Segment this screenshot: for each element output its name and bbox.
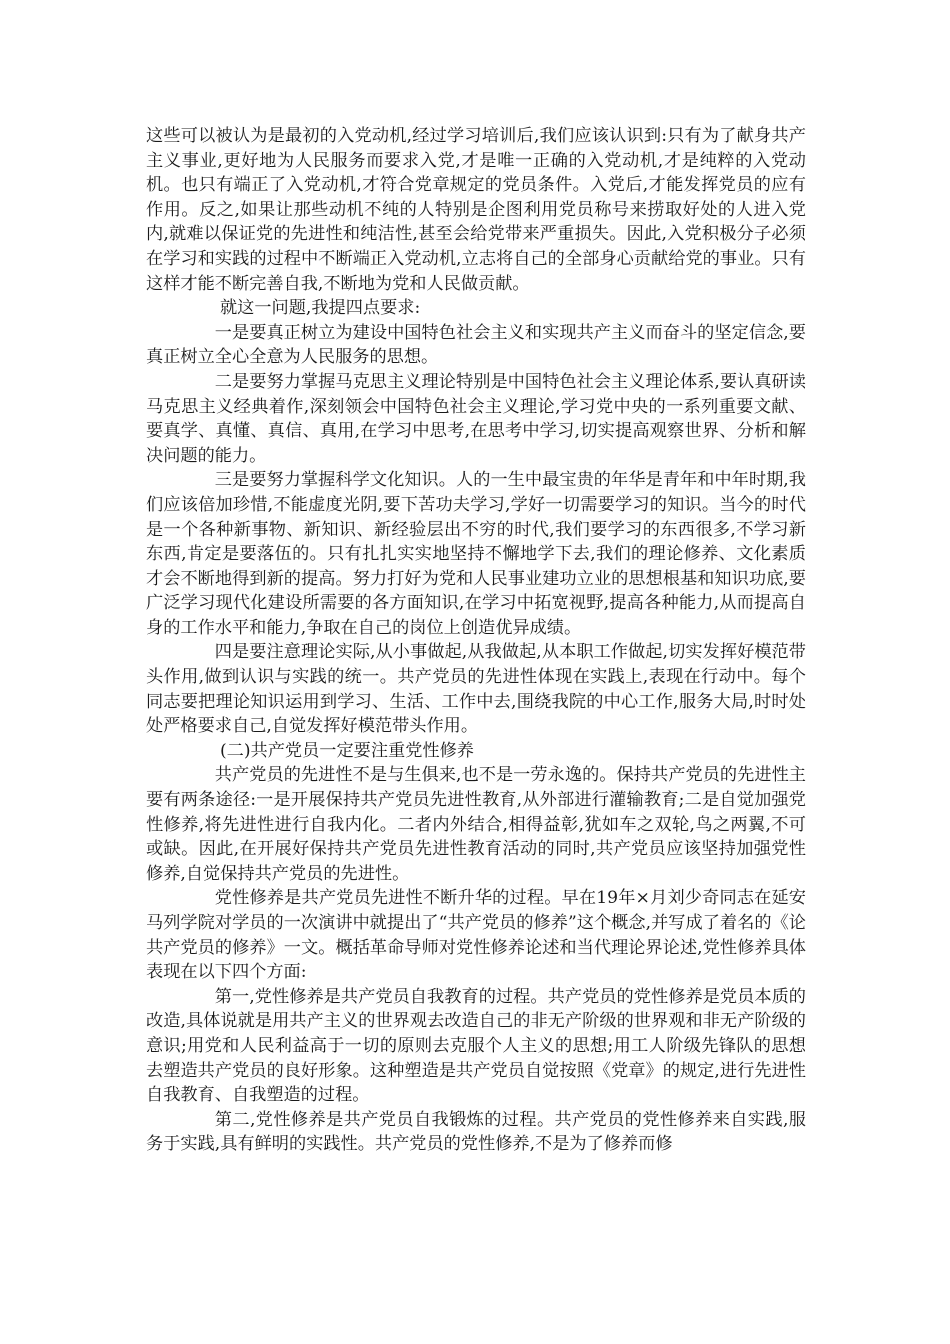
paragraph-4: 二是要努力掌握马克思主义理论特别是中国特色社会主义理论体系,要认真研读马克思主义经典着作,深刻领会中国特色社会主义理论,学习党中央的一系列重要文献、要真学、真懂、真信、真用,在学习中思考,在思考中学习,切实提高观察世界、分析和解决问题的能力。: [146, 371, 806, 466]
paragraph-8: 党性修养是共产党员先进性不断升华的过程。早在19年×月刘少奇同志在延安马列学院对学员的一次演讲中就提出了“共产党员的修养”这个概念,并写成了着名的《论共产党员的修养》一文。概括革命导师对党性修养论述和当代理论界论述,党性修养具体表现在以下四个方面:: [146, 888, 806, 983]
paragraph-2: 就这一问题,我提四点要求:: [219, 298, 421, 319]
paragraph-7: 共产党员的先进性不是与生俱来,也不是一劳永逸的。保持共产党员的先进性主要有两条途径:一是开展保持共产党员先进性教育,从外部进行灌输教育;二是自觉加强党性修养,将先进性进行自我内化。二者内外结合,相得益彰,犹如车之双轮,鸟之两翼,不可或缺。因此,在开展好保持共产党员先进性教育活动的同时,共产党员应该坚持加强党性修养,自觉保持共产党员的先进性。: [146, 765, 806, 884]
paragraph-6: 四是要注意理论实际,从小事做起,从我做起,从本职工作做起,切实发挥好模范带头作用,做到认识与实践的统一。共产党员的先进性体现在实践上,表现在行动中。每个同志要把理论知识运用到学习、生活、工作中去,围绕我院的中心工作,服务大局,时时处处严格要求自己,自觉发挥好模范带头作用。: [146, 642, 806, 737]
paragraph-5: 三是要努力掌握科学文化知识。人的一生中最宝贵的年华是青年和中年时期,我们应该倍加珍惜,不能虚度光阴,要下苦功夫学习,学好一切需要学习的知识。当今的时代是一个各种新事物、新知识、新经验层出不穷的时代,我们要学习的东西很多,不学习新东西,肯定是要落伍的。只有扎扎实实地坚持不懈地学下去,我们的理论修养、文化素质才会不断地得到新的提高。努力打好为党和人民事业建功立业的思想根基和知识功底,要广泛学习现代化建设所需要的各方面知识,在学习中拓宽视野,提高各种能力,从而提高自身的工作水平和能力,争取在自己的岗位上创造优异成绩。: [146, 470, 806, 638]
paragraph-1: 这些可以被认为是最初的入党动机,经过学习培训后,我们应该认识到:只有为了献身共产主义事业,更好地为人民服务而要求入党,才是唯一正确的入党动机,才是纯粹的入党动机。也只有端正了入党动机,才符合党章规定的党员条件。入党后,才能发挥党员的应有作用。反之,如果让那些动机不纯的人特别是企图利用党员称号来捞取好处的人进入党内,就难以保证党的先进性和纯洁性,甚至会给党带来严重损失。因此,入党积极分子必须在学习和实践的过程中不断端正入党动机,立志将自己的全部身心贡献给党的事业。只有这样才能不断完善自我,不断地为党和人民做贡献。: [146, 126, 806, 294]
document-page: [146, 124, 806, 1157]
section-heading: (二)共产党员一定要注重党性修养: [219, 740, 474, 761]
paragraph-10: 第二,党性修养是共产党员自我锻炼的过程。共产党员的党性修养来自实践,服务于实践,具有鲜明的实践性。共产党员的党性修养,不是为了修养而修: [146, 1109, 806, 1155]
paragraph-9: 第一,党性修养是共产党员自我教育的过程。共产党员的党性修养是党员本质的改造,具体说就是用共产主义的世界观去改造自己的非无产阶级的世界观和非无产阶级的意识;用党和人民利益高于一切的原则去克服个人主义的思想;用工人阶级先锋队的思想去塑造共产党员的良好形象。这种塑造是共产党员自觉按照《党章》的规定,进行先进性自我教育、自我塑造的过程。: [146, 986, 806, 1106]
paragraph-3: 一是要真正树立为建设中国特色社会主义和实现共产主义而奋斗的坚定信念,要真正树立全心全意为人民服务的思想。: [146, 322, 806, 368]
